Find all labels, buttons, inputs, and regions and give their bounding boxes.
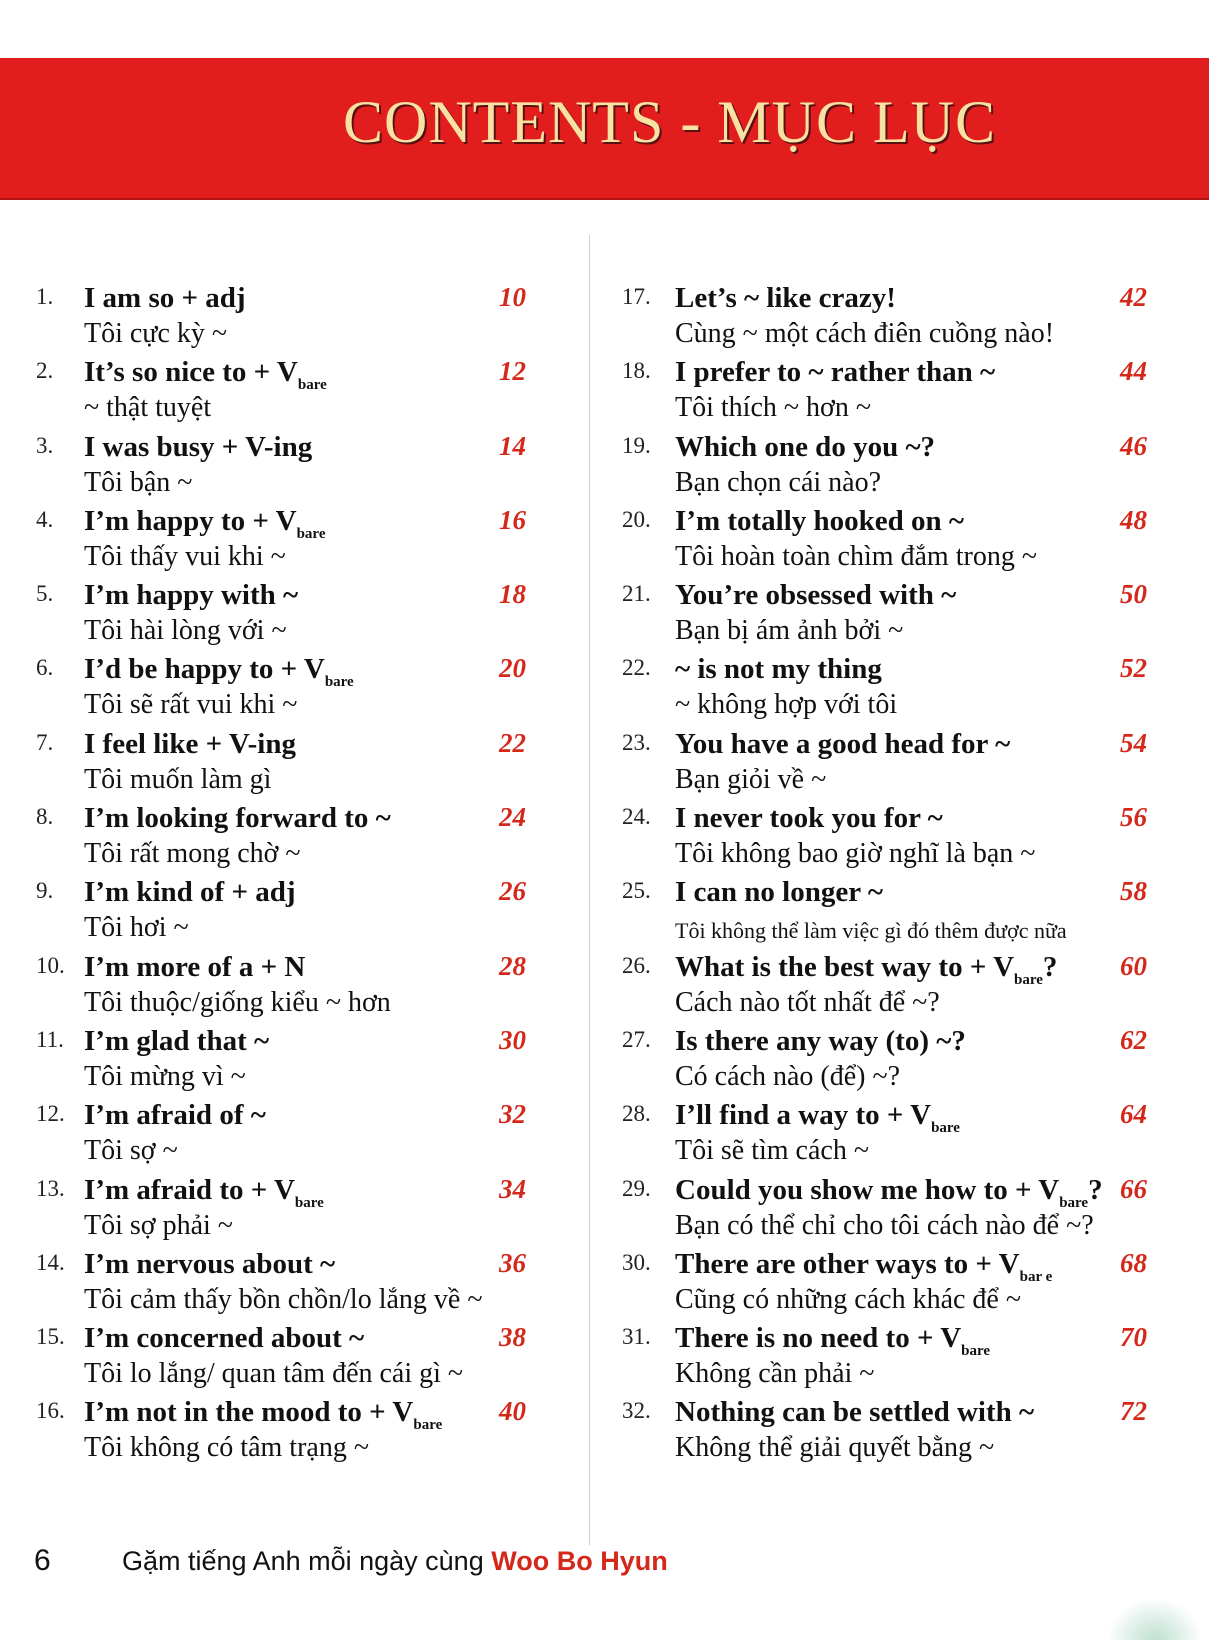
toc-entry-title [675,1173,1103,1211]
toc-entry-translation: Tôi thấy vui khi ~ [84,540,286,572]
toc-entry-page: 70 [1120,1322,1147,1353]
toc-entry[interactable] [622,1396,1147,1470]
toc-entry-translation: Bạn có thể chỉ cho tôi cách nào để ~? [675,1209,1094,1241]
toc-entry-title [84,876,296,909]
toc-entry-title-text: I’m happy with ~ [84,579,299,612]
toc-entry-title [84,579,298,612]
toc-entry-title [84,356,327,394]
toc-entry-number: 12. [36,1101,65,1127]
toc-entry[interactable] [30,1099,540,1173]
toc-entry-title-text: I’m totally hooked on ~ [675,504,964,537]
toc-entry-number: 26. [622,952,651,978]
toc-entry-title-text: I can no longer ~ [675,876,883,909]
toc-entry-title-subscript: bare [297,377,327,394]
toc-entry-title [675,282,896,315]
footer-author: Woo Bo Hyun [491,1546,668,1576]
toc-entry-page: 62 [1120,1024,1147,1055]
toc-entry-page: 16 [499,504,526,535]
toc-entry-page: 68 [1120,1247,1147,1278]
toc-entry-title [675,579,956,612]
toc-entry[interactable] [30,579,540,653]
toc-entry[interactable] [30,1025,540,1099]
toc-entry[interactable] [622,1174,1147,1248]
toc-entry-page: 20 [499,653,526,684]
toc-entry-number: 5. [36,581,54,607]
toc-entry-title-text: Let’s ~ like crazy! [675,282,896,314]
toc-entry-title-text: It’s so nice to + V [84,356,298,389]
toc-entry-translation: Tôi sợ ~ [84,1135,178,1167]
toc-entry-title [84,1248,335,1281]
toc-entry-translation: Tôi hoàn toàn chìm đắm trong ~ [675,540,1037,572]
toc-entry-title-text: Which one do you ~? [675,430,936,463]
toc-entry-title-text: I’m nervous about ~ [84,1247,336,1280]
toc-entry[interactable] [30,728,540,802]
toc-entry-translation: Tôi muốn làm gì [84,763,272,795]
toc-entry-number: 19. [622,432,651,458]
toc-entry-page: 46 [1120,430,1147,461]
toc-entry-page: 50 [1120,579,1147,610]
toc-entry-number: 23. [622,729,651,755]
toc-entry-page: 52 [1120,653,1147,684]
toc-entry-title-suffix: ? [1088,1173,1103,1206]
toc-entry-number: 8. [36,804,54,830]
toc-entry-title-subscript: bare [294,1194,324,1211]
toc-entry-title [84,728,296,761]
toc-entry-page: 64 [1120,1099,1147,1130]
toc-entry-page: 56 [1120,802,1147,833]
toc-entry-title [675,1247,1053,1285]
toc-entry-translation: Tôi rất mong chờ ~ [84,838,301,870]
toc-entry-page: 38 [499,1322,526,1353]
toc-entry-page: 28 [499,950,526,981]
toc-entry-title [675,431,935,464]
toc-entry-page: 18 [499,579,526,610]
toc-entry-number: 14. [36,1249,65,1275]
toc-entry-title-text: I am so + adj [84,282,246,314]
toc-entry-title [84,504,326,542]
toc-entry-page: 66 [1120,1173,1147,1204]
toc-entry[interactable] [30,356,540,430]
toc-entry[interactable] [30,1248,540,1322]
toc-entry-translation: Không thể giải quyết bằng ~ [675,1432,995,1464]
toc-entry-title-subscript: bare [324,674,354,691]
toc-entry-number: 30. [622,1249,651,1275]
toc-entry-translation: Cùng ~ một cách điên cuồng nào! [675,318,1055,349]
toc-entry-title-subscript: bare [1014,971,1043,988]
toc-entry-title [675,876,883,909]
toc-entry-title-text: I’m glad that ~ [84,1024,270,1057]
toc-entry-page: 12 [499,356,526,387]
column-divider [589,235,590,1545]
toc-entry-translation: Bạn bị ám ảnh bởi ~ [675,615,904,647]
toc-entry-number: 18. [622,358,651,384]
toc-entry-title-text: I’ll find a way to + V [675,1099,932,1132]
toc-entry-translation: Bạn chọn cái nào? [675,466,882,498]
toc-entry-translation: Tôi cảm thấy bồn chồn/lo lắng về ~ [84,1283,483,1315]
toc-entry-title [675,802,943,835]
toc-entry-title-text: I’m kind of + adj [84,876,296,909]
toc-entry-translation: ~ thật tuyệt [84,392,212,424]
toc-entry-translation: Tôi sợ phải ~ [84,1209,233,1241]
toc-entry-page: 48 [1120,504,1147,535]
toc-entry-page: 60 [1120,950,1147,981]
toc-entry-number: 25. [622,878,651,904]
toc-entry-title [675,505,964,538]
contents-column-right [622,282,1147,1471]
toc-entry-page: 30 [499,1024,526,1055]
toc-entry[interactable] [622,579,1147,653]
toc-entry-title [84,1396,443,1434]
toc-entry[interactable] [30,1174,540,1248]
toc-entry-page: 42 [1120,282,1147,312]
toc-entry-page: 22 [499,727,526,758]
toc-entry[interactable] [622,653,1147,727]
toc-entry-title-text: I prefer to ~ rather than ~ [675,356,996,389]
toc-entry-number: 2. [36,358,54,384]
toc-entry-page: 24 [499,802,526,833]
toc-entry-number: 3. [36,432,54,458]
toc-entry-number: 4. [36,506,54,532]
toc-entry-title-text: I’m afraid of ~ [84,1099,266,1132]
toc-entry-translation: Tôi lo lắng/ quan tâm đến cái gì ~ [84,1358,464,1390]
toc-entry[interactable] [30,802,540,876]
toc-entry-title-subscript: bare [961,1343,991,1360]
toc-entry-title-text: Nothing can be settled with ~ [675,1396,1035,1429]
toc-entry-translation: Tôi thích ~ hơn ~ [675,392,871,424]
toc-entry[interactable] [30,505,540,579]
toc-entry-title [675,356,995,389]
toc-entry-number: 32. [622,1398,651,1424]
toc-entry-translation: Tôi không bao giờ nghĩ là bạn ~ [675,838,1036,870]
toc-entry-number: 24. [622,804,651,830]
toc-entry-translation: Tôi thuộc/giống kiểu ~ hơn [84,986,391,1018]
toc-entry-translation: Tôi sẽ rất vui khi ~ [84,689,298,721]
toc-entry-page: 10 [499,282,526,312]
toc-entry-page: 54 [1120,727,1147,758]
toc-entry[interactable] [30,653,540,727]
toc-entry-translation: Tôi sẽ tìm cách ~ [675,1135,869,1167]
toc-entry-translation: ~ không hợp với tôi [675,689,898,721]
toc-entry-title-text: I’m more of a + N [84,950,306,983]
toc-entry-number: 22. [622,655,651,681]
toc-entry-page: 40 [499,1396,526,1427]
toc-entry[interactable] [622,951,1147,1025]
toc-entry-title-subscript: bare [1059,1194,1089,1211]
page-title: CONTENTS - MỤC LỤC [342,89,996,155]
toc-entry[interactable] [622,431,1147,505]
footer-page-number: 6 [34,1544,51,1577]
toc-entry-title [84,431,312,464]
toc-entry-title [675,653,882,686]
toc-entry[interactable] [30,431,540,505]
toc-entry-title-subscript: bare [931,1120,960,1137]
toc-entry-number: 15. [36,1324,65,1350]
toc-entry-title-text: There is no need to + V [675,1322,962,1355]
toc-entry-title [84,1025,269,1058]
footer-book-title [122,1546,668,1577]
toc-entry-title-text: I’d be happy to + V [84,653,325,686]
toc-entry-page: 58 [1120,876,1147,907]
toc-entry-number: 16. [36,1398,65,1424]
toc-entry-number: 17. [622,284,651,309]
toc-entry[interactable] [30,876,540,950]
toc-entry-title-text: I was busy + V-ing [84,430,313,463]
toc-entry[interactable] [622,356,1147,430]
toc-entry-number: 28. [622,1101,651,1127]
toc-entry-title-text: I feel like + V-ing [84,727,296,760]
toc-entry[interactable] [30,1396,540,1470]
toc-entry[interactable] [30,282,540,356]
toc-entry-title-text: I’m not in the mood to + V [84,1396,414,1429]
toc-entry[interactable] [622,505,1147,579]
toc-entry-page: 32 [499,1099,526,1130]
toc-entry-title-text: I’m afraid to + V [84,1173,295,1206]
toc-entry-title [675,1322,991,1360]
toc-entry-translation: Tôi hài lòng với ~ [84,615,287,647]
toc-entry-number: 13. [36,1175,65,1201]
toc-entry-translation: Tôi mừng vì ~ [84,1060,246,1092]
toc-entry[interactable] [622,876,1147,950]
toc-entry-title-text: You’re obsessed with ~ [675,579,957,612]
toc-entry-title [84,1173,324,1211]
toc-entry[interactable] [622,728,1147,802]
toc-entry-page: 44 [1120,356,1147,387]
toc-entry-title [84,653,354,691]
toc-entry-title-text: You have a good head for ~ [675,727,1011,760]
toc-entry-title-text: I’m happy to + V [84,504,297,537]
toc-entry-title-suffix: ? [1042,950,1058,983]
toc-entry-title [84,282,246,315]
toc-entry-number: 10. [36,952,65,978]
toc-entry-title-subscript: bare [413,1417,443,1434]
toc-entry-title-text: ~ is not my thing [675,653,882,686]
toc-entry-number: 27. [622,1026,651,1052]
toc-entry[interactable] [622,1322,1147,1396]
footer-text: Gặm tiếng Anh mỗi ngày cùng [122,1546,492,1576]
toc-entry-title [675,1396,1034,1429]
toc-entry-page: 36 [499,1247,526,1278]
toc-entry-title [675,1025,966,1058]
toc-entry[interactable] [622,1099,1147,1173]
toc-entry-title [84,802,391,835]
toc-entry-translation: Không cần phải ~ [675,1358,875,1390]
toc-entry[interactable] [622,1248,1147,1322]
toc-entry-page: 14 [499,430,526,461]
contents-column-left [30,282,540,1471]
toc-entry-translation: Tôi không thể làm việc gì đó thêm được nữa [675,918,1067,944]
toc-entry[interactable] [30,951,540,1025]
toc-entry-title [84,1322,364,1355]
header-banner [0,58,1209,200]
toc-entry-title [675,728,1010,761]
toc-entry-translation: Có cách nào (để) ~? [675,1060,901,1092]
toc-entry-page: 72 [1120,1396,1147,1427]
toc-entry-number: 31. [622,1324,651,1350]
toc-entry-number: 1. [36,284,54,309]
toc-entry[interactable] [622,802,1147,876]
toc-entry-title-text: I never took you for ~ [675,802,943,835]
toc-entry[interactable] [30,1322,540,1396]
toc-entry-number: 21. [622,581,651,607]
corner-decoration [1110,1600,1200,1640]
toc-entry-translation: Cách nào tốt nhất để ~? [675,986,940,1018]
toc-entry-title [84,1099,266,1132]
toc-entry-translation: Cũng có những cách khác để ~ [675,1283,1021,1315]
toc-entry-translation: Tôi cực kỳ ~ [84,318,228,349]
toc-entry-number: 29. [622,1175,651,1201]
toc-entry[interactable] [622,282,1147,356]
toc-entry-title [84,951,305,984]
toc-entry-title-text: I’m concerned about ~ [84,1322,365,1355]
toc-entry-page: 34 [499,1173,526,1204]
toc-entry-title-subscript: bare [296,525,326,542]
toc-entry-title-text: There are other ways to + V [675,1247,1020,1280]
toc-entry-page: 26 [499,876,526,907]
toc-entry-title [675,950,1058,988]
toc-entry-number: 9. [36,878,54,904]
toc-entry-translation: Bạn giỏi về ~ [675,763,827,795]
toc-entry-translation: Tôi hơi ~ [84,912,189,944]
toc-entry-title-text: Is there any way (to) ~? [675,1024,966,1057]
toc-entry-number: 11. [36,1026,64,1052]
toc-entry-title-text: Could you show me how to + V [675,1173,1060,1206]
toc-entry-translation: Tôi không có tâm trạng ~ [84,1432,369,1464]
toc-entry-number: 6. [36,655,54,681]
toc-entry[interactable] [622,1025,1147,1099]
toc-entry-title-text: What is the best way to + V [675,950,1015,983]
toc-entry-translation: Tôi bận ~ [84,466,193,498]
toc-entry-number: 20. [622,506,651,532]
toc-entry-title [675,1099,960,1137]
toc-entry-title-text: I’m looking forward to ~ [84,802,391,835]
toc-entry-title-subscript: bar e [1019,1268,1053,1285]
toc-entry-number: 7. [36,729,54,755]
